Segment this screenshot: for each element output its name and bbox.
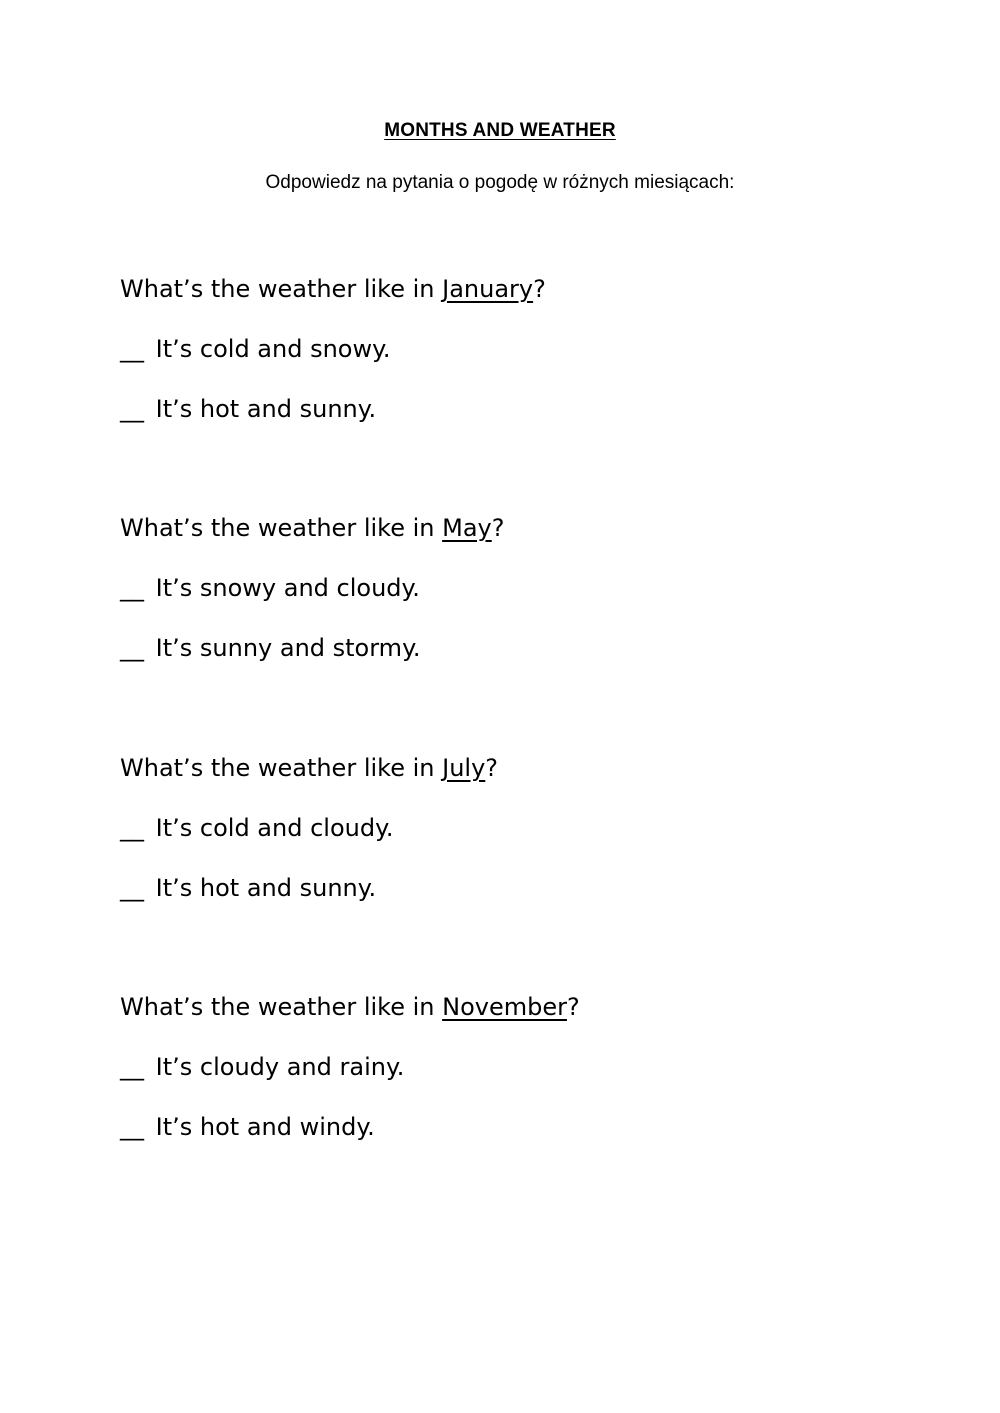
- question-prefix: What’s the weather like in: [120, 514, 443, 542]
- answer-option: [120, 811, 920, 871]
- month-name: May: [442, 514, 492, 542]
- answer-text: It’s snowy and cloudy.: [155, 574, 420, 602]
- answer-blank[interactable]: __: [120, 335, 144, 363]
- worksheet-title: MONTHS AND WEATHER: [384, 120, 616, 141]
- question-mark: ?: [485, 754, 499, 782]
- worksheet-instruction: Odpowiedz na pytania o pogodę w różnych miesiącach:: [265, 172, 735, 193]
- answer-blank[interactable]: __: [120, 874, 144, 902]
- answer-text: It’s cloudy and rainy.: [155, 1053, 405, 1081]
- month-name: July: [442, 754, 486, 782]
- question-text: [120, 990, 920, 1050]
- answer-text: It’s cold and snowy.: [155, 335, 391, 363]
- answer-text: It’s hot and sunny.: [155, 874, 377, 902]
- question-block-january: [120, 272, 920, 452]
- question-prefix: What’s the weather like in: [120, 275, 443, 303]
- answer-text: It’s hot and sunny.: [155, 395, 377, 423]
- question-mark: ?: [566, 993, 580, 1021]
- answer-option: [120, 1110, 920, 1170]
- answer-option: [120, 871, 920, 931]
- answer-blank[interactable]: __: [120, 1113, 144, 1141]
- answer-option: [120, 392, 920, 452]
- answer-blank[interactable]: __: [120, 1053, 144, 1081]
- answer-text: It’s sunny and stormy.: [155, 634, 421, 662]
- question-mark: ?: [491, 514, 505, 542]
- question-text: [120, 511, 920, 571]
- question-mark: ?: [533, 275, 546, 303]
- answer-blank[interactable]: __: [120, 634, 144, 662]
- question-text: [120, 272, 920, 332]
- question-text: [120, 751, 920, 811]
- answer-blank[interactable]: __: [120, 814, 144, 842]
- answer-option: [120, 332, 920, 392]
- answer-option: [120, 571, 920, 631]
- answer-blank[interactable]: __: [120, 574, 144, 602]
- question-prefix: What’s the weather like in: [120, 993, 443, 1021]
- answer-text: It’s cold and cloudy.: [155, 814, 394, 842]
- month-name: November: [442, 993, 567, 1021]
- answer-text: It’s hot and windy.: [155, 1113, 375, 1141]
- question-block-may: [120, 511, 920, 691]
- question-prefix: What’s the weather like in: [120, 754, 443, 782]
- answer-option: [120, 1050, 920, 1110]
- question-block-july: [120, 751, 920, 931]
- month-name: January: [442, 275, 534, 303]
- answer-option: [120, 631, 920, 691]
- question-block-november: [120, 990, 920, 1170]
- answer-blank[interactable]: __: [120, 395, 144, 423]
